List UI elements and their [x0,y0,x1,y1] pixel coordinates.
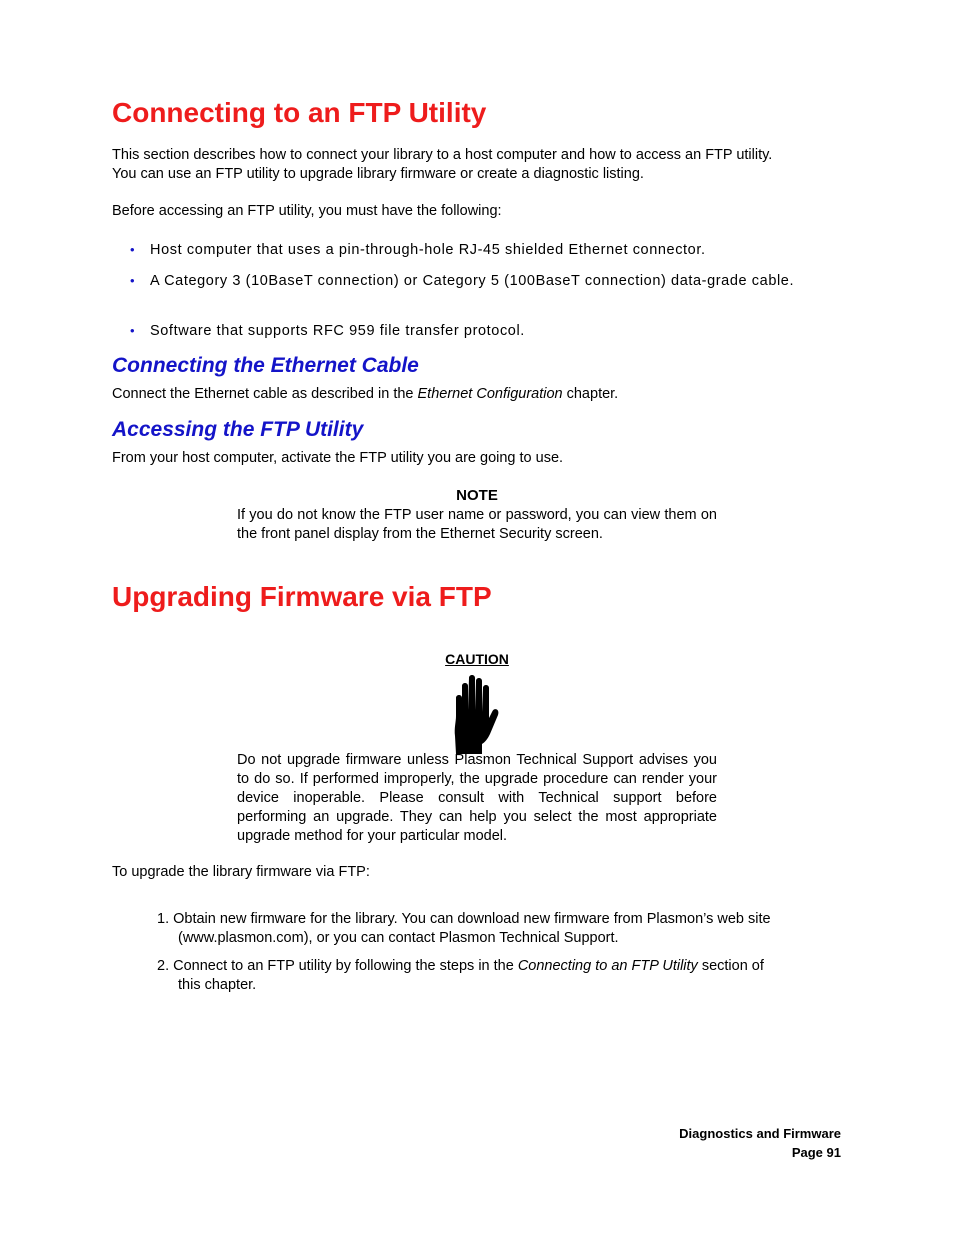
step-1-line-2: (www.plasmon.com), or you can contact Plasmon Technical Support. [178,930,619,946]
note-text: If you do not know the FTP user name or password, you can view them on the front panel display from the Ethernet Security screen. [237,507,717,542]
page-footer [679,1124,841,1162]
requirements-intro: Before accessing an FTP utility, you must have the following: [112,203,502,219]
ethernet-cable-text [112,385,847,404]
step-2-text-before: 2. Connect to an FTP utility by following the steps in the [157,958,518,974]
bullet-icon: • [130,273,136,288]
step-1 [157,910,817,948]
page-number: Page 91 [791,1145,841,1160]
subsection-title-ethernet-cable: Connecting the Ethernet Cable [112,354,419,377]
steps-intro: To upgrade the library firmware via FTP: [112,864,370,880]
footer-chapter: Diagnostics and Firmware [679,1126,841,1141]
step-2 [157,957,817,995]
note-title: NOTE [456,487,498,504]
step-2-line-2: this chapter. [178,977,257,993]
section-title-upgrading-firmware: Upgrading Firmware via FTP [112,581,492,612]
bullet-icon: • [130,242,136,257]
step-2-reference: Connecting to an FTP Utility [517,958,698,974]
ethernet-configuration-reference: Ethernet Configuration [417,386,563,402]
intro-line-1: This section describes how to connect your library to a host computer and how to access an FTP utility. [112,147,773,163]
ethernet-cable-text-before: Connect the Ethernet cable as described in the [112,386,418,402]
caution-title: CAUTION [445,651,509,667]
subsection-title-access-ftp: Accessing the FTP Utility [112,418,364,441]
section-title-ftp-utility: Connecting to an FTP Utility [112,97,487,128]
list-item [130,322,842,340]
list-item [130,241,842,259]
list-item-text: Software that supports RFC 959 file transfer protocol. [150,323,525,339]
intro-line-2: You can use an FTP utility to upgrade library firmware or create a diagnostic listing. [112,166,644,182]
raised-hand-icon [452,672,502,756]
intro-paragraph [112,146,847,184]
bullet-icon: • [130,323,136,338]
caution-text: Do not upgrade firmware unless Plasmon Technical Support advises you to do so. If performed improperly, the upgrade procedure can render your device inoperable. Please consult with Technical support before performing an upgrade. They can help you select the most appropriate upgrade method for your particular model. [237,752,717,844]
ethernet-cable-text-after: chapter. [562,386,619,402]
access-ftp-text: From your host computer, activate the FTP utility you are going to use. [112,450,564,466]
step-2-text-after: section of [697,958,764,974]
step-1-line-1: 1. Obtain new firmware for the library. You can download new firmware from Plasmon’s web site [157,911,771,927]
list-item-text: A Category 3 (10BaseT connection) or Category 5 (100BaseT connection) data-grade cable. [150,273,795,289]
list-item [130,272,842,290]
list-item-text: Host computer that uses a pin-through-hole RJ-45 shielded Ethernet connector. [150,242,706,258]
